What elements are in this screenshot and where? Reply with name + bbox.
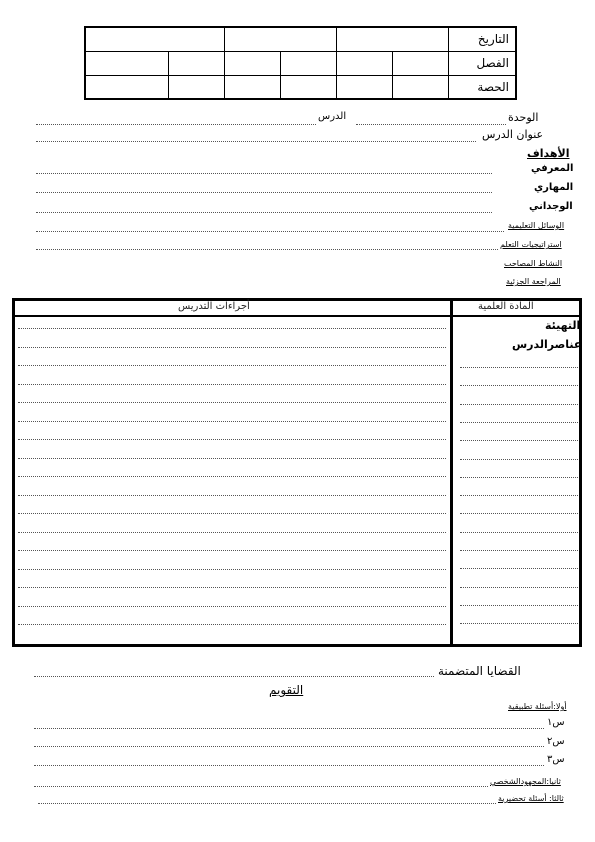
period-cell[interactable]: [169, 75, 225, 99]
class-cell[interactable]: [393, 51, 449, 75]
date-field-2[interactable]: [225, 27, 337, 51]
procedure-write-line[interactable]: [18, 532, 446, 533]
lesson-elements-label: عناصرالدرس: [512, 338, 582, 351]
procedure-write-line[interactable]: [18, 550, 446, 551]
teaching-aids-fill-line[interactable]: [36, 231, 504, 232]
cognitive-fill-line[interactable]: [36, 173, 492, 174]
unit-label: الوحدة: [508, 111, 539, 124]
activity-label: النشاط المصاحب: [504, 259, 563, 268]
procedure-write-line[interactable]: [18, 513, 446, 514]
content-write-line[interactable]: [460, 404, 578, 405]
date-field-1[interactable]: [85, 27, 225, 51]
header-table: [84, 26, 517, 100]
content-write-line[interactable]: [460, 513, 578, 514]
content-write-line[interactable]: [460, 532, 578, 533]
procedure-write-line[interactable]: [18, 458, 446, 459]
content-write-line[interactable]: [460, 605, 578, 606]
content-write-line[interactable]: [460, 587, 578, 588]
strategies-fill-line[interactable]: [36, 249, 498, 250]
procedure-write-line[interactable]: [18, 569, 446, 570]
class-cell[interactable]: [85, 51, 169, 75]
period-cell[interactable]: [225, 75, 281, 99]
procedure-write-line[interactable]: [18, 495, 446, 496]
content-write-line[interactable]: [460, 422, 578, 423]
q3-fill-line[interactable]: [34, 765, 544, 766]
date-label: التاريخ: [449, 27, 517, 51]
class-cell[interactable]: [225, 51, 281, 75]
period-cell[interactable]: [337, 75, 393, 99]
affective-fill-line[interactable]: [36, 212, 492, 213]
warmup-label: التهيئة: [545, 319, 581, 332]
content-write-line[interactable]: [460, 550, 578, 551]
content-write-line[interactable]: [460, 459, 578, 460]
q1-fill-line[interactable]: [34, 728, 544, 729]
prep-questions-label: ثالثا: أسئلة تحضيرية: [498, 794, 564, 803]
issues-fill-line[interactable]: [34, 676, 434, 677]
column-divider: [450, 298, 453, 647]
applied-questions-label: أولا:أسئلة تطبيقية: [508, 702, 567, 711]
procedure-write-line[interactable]: [18, 476, 446, 477]
procedures-column-header: أجراءات التدريس: [178, 301, 250, 312]
objectives-heading: الأهداف: [527, 147, 570, 160]
q2-fill-line[interactable]: [34, 746, 544, 747]
class-cell[interactable]: [169, 51, 225, 75]
issues-label: القضايا المتضمنة: [438, 664, 521, 678]
procedure-write-line[interactable]: [18, 606, 446, 607]
lesson-title-label: عنوان الدرس: [482, 128, 544, 141]
content-write-line[interactable]: [460, 568, 578, 569]
class-label: الفصل: [449, 51, 517, 75]
class-cell[interactable]: [337, 51, 393, 75]
procedure-write-line[interactable]: [18, 421, 446, 422]
partial-review-label: المراجعة الجزئية: [506, 277, 561, 286]
procedure-write-line[interactable]: [18, 624, 446, 625]
procedure-write-line[interactable]: [18, 365, 446, 366]
procedure-write-line[interactable]: [18, 439, 446, 440]
header-divider: [12, 315, 582, 317]
procedure-write-line[interactable]: [18, 384, 446, 385]
period-cell[interactable]: [85, 75, 169, 99]
period-cell[interactable]: [281, 75, 337, 99]
content-write-line[interactable]: [460, 495, 578, 496]
content-column-header: المادة العلمية: [478, 301, 534, 312]
content-write-line[interactable]: [460, 623, 578, 624]
unit-fill-line[interactable]: [36, 124, 316, 125]
teaching-aids-label: الوسائل التعليمية: [508, 221, 565, 230]
q2-label: س٢: [547, 736, 565, 747]
procedure-write-line[interactable]: [18, 402, 446, 403]
strategies-label: استراتيجيات التعلم: [500, 240, 562, 249]
date-field-3[interactable]: [337, 27, 449, 51]
content-write-line[interactable]: [460, 367, 578, 368]
personal-effort-fill-line[interactable]: [34, 786, 488, 787]
procedure-write-line[interactable]: [18, 587, 446, 588]
lesson-fill-line[interactable]: [356, 124, 506, 125]
class-cell[interactable]: [281, 51, 337, 75]
skill-fill-line[interactable]: [36, 192, 492, 193]
period-label: الحصة: [449, 75, 517, 99]
procedure-write-line[interactable]: [18, 328, 446, 329]
q1-label: س١: [547, 717, 565, 728]
title-fill-line[interactable]: [36, 141, 476, 142]
content-write-line[interactable]: [460, 385, 578, 386]
personal-effort-label: ثانيا:المجهودالشخصي: [490, 777, 561, 786]
affective-label: الوجداني: [529, 201, 573, 212]
content-write-line[interactable]: [460, 477, 578, 478]
lesson-plan-box: [12, 298, 582, 647]
cognitive-label: المعرفي: [531, 163, 574, 174]
lesson-label: الدرس: [318, 111, 347, 122]
evaluation-heading: التقويم: [269, 683, 304, 697]
prep-questions-fill-line[interactable]: [38, 803, 496, 804]
content-write-line[interactable]: [460, 440, 578, 441]
skill-label: المهاري: [534, 182, 574, 193]
period-cell[interactable]: [393, 75, 449, 99]
q3-label: س٣: [547, 754, 565, 765]
procedure-write-line[interactable]: [18, 347, 446, 348]
